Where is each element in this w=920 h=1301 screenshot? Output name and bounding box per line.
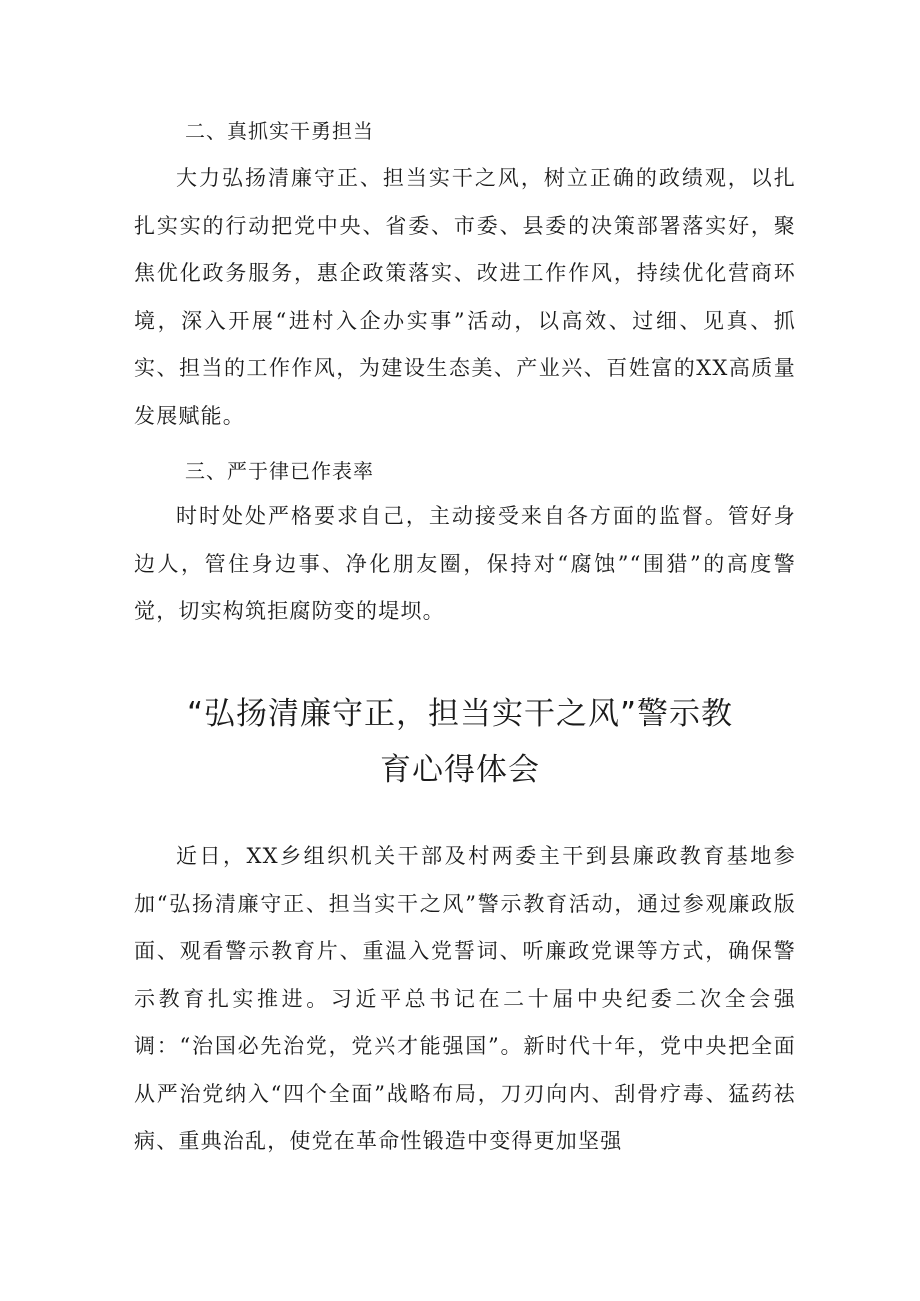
section-heading-3: 三、严于律已作表率 xyxy=(185,459,374,483)
article-title-line-1: “弘扬清廉守正，担当实干之风”警示教 xyxy=(186,696,734,732)
article-body-paragraph: 近日，XX乡组织机关干部及村两委主干到县廉政教育基地参加“弘扬清廉守正、担当实干之风”警示教育活动，通过参观廉政版面、观看警示教育片、重温入党誓词、听廉政党课等方式，确保警示教育扎实推进。习近平总书记在二十届中央纪委二次全会强调：“治国必先治党，党兴才能强国”。新时代十年，党中央把全面从严治党纳入“四个全面”战略布局，刀刃向内、刮骨疗毒、猛药祛病、重典治乱，使党在革命性锻造中变得更加坚强 xyxy=(134,844,796,1153)
article-title-line-2: 育心得体会 xyxy=(380,752,540,788)
article-title xyxy=(120,690,800,794)
section-heading-2: 二、真抓实干勇担当 xyxy=(185,119,374,143)
section-paragraph-3: 时时处处严格要求自己，主动接受来自各方面的监督。管好身边人，管住身边事、净化朋友圈，保持对“腐蚀”“围猎”的高度警觉，切实构筑拒腐防变的堤坝。 xyxy=(134,504,796,624)
section-paragraph-2: 大力弘扬清廉守正、担当实干之风，树立正确的政绩观，以扎扎实实的行动把党中央、省委、市委、县委的决策部署落实好，聚焦优化政务服务，惠企政策落实、改进工作作风，持续优化营商环境，深入开展“进村入企办实事”活动，以高效、过细、见真、抓实、担当的工作作风，为建设生态美、产业兴、百姓富的XX高质量发展赋能。 xyxy=(134,166,796,428)
